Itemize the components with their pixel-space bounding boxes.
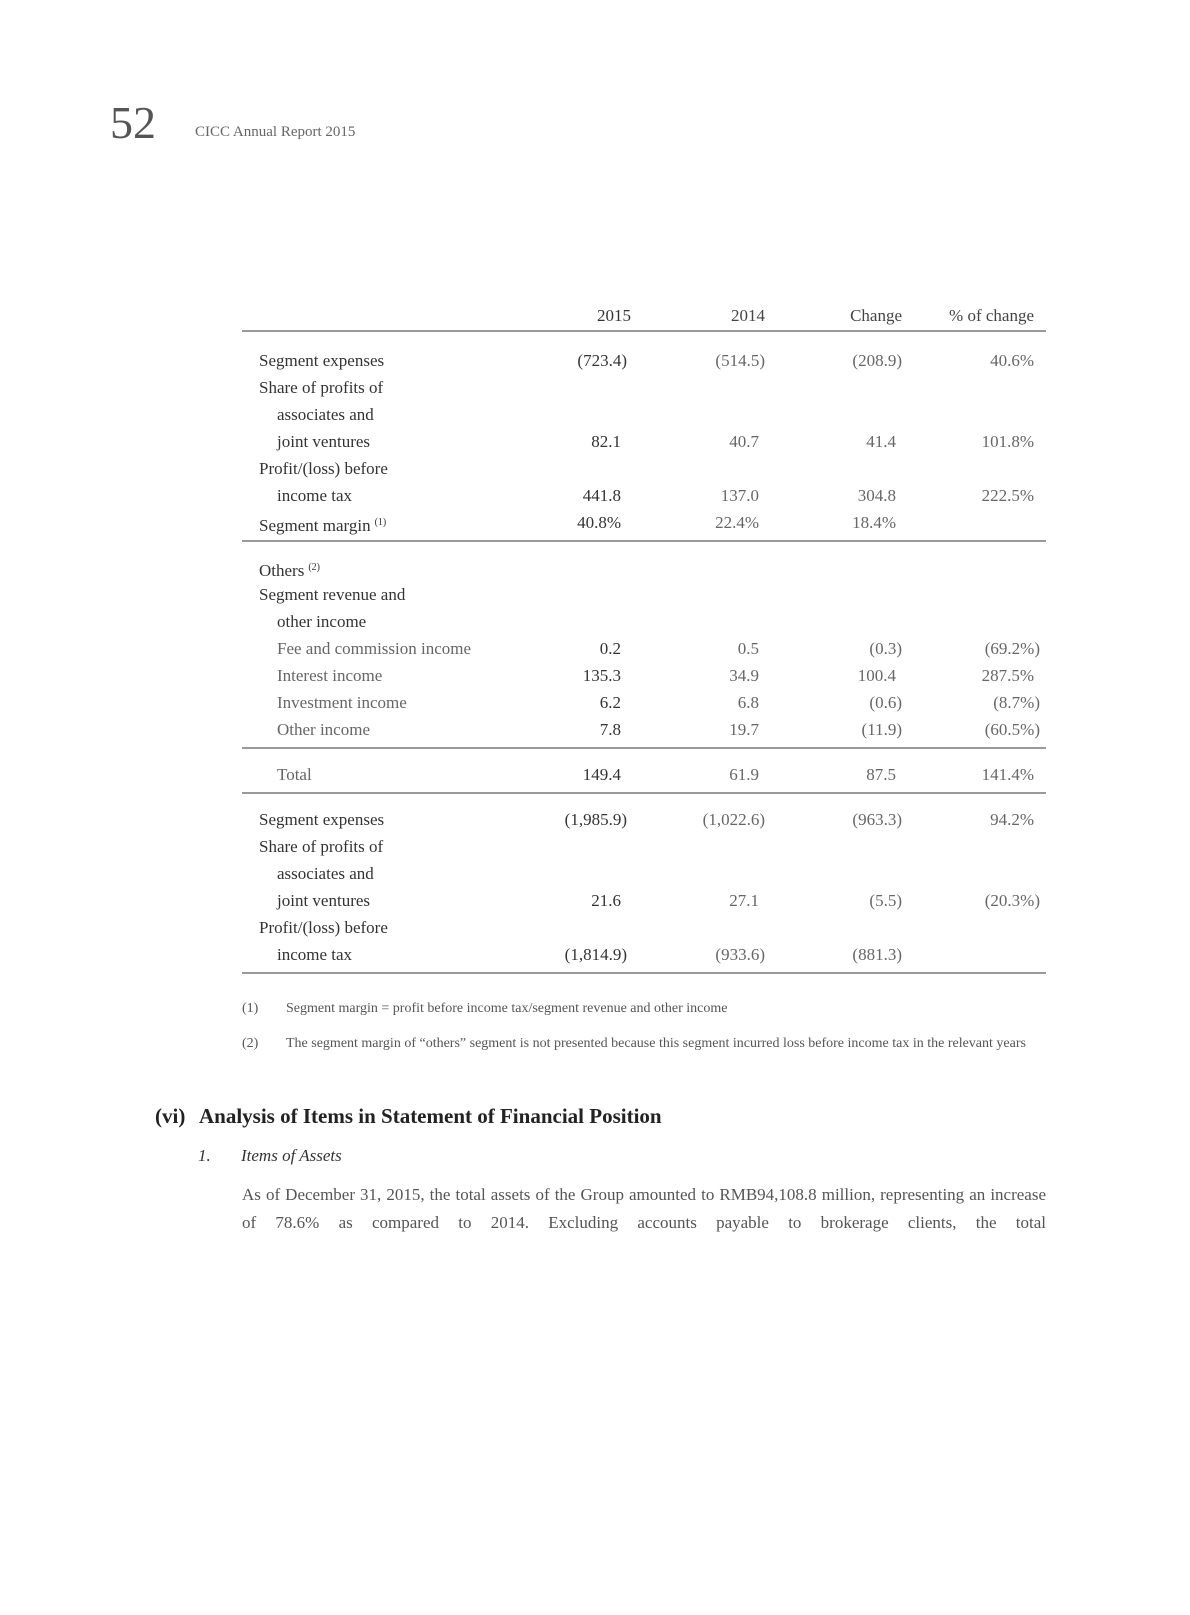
cell-value: (881.3) bbox=[852, 945, 902, 964]
table-row bbox=[242, 347, 1046, 374]
cell-value: 6.2 bbox=[599, 693, 621, 712]
row-label-text: associates and bbox=[277, 405, 374, 424]
column-header: % of change bbox=[949, 306, 1034, 325]
row-label-text: income tax bbox=[277, 486, 353, 505]
row-label-text: Fee and commission income bbox=[277, 639, 472, 658]
cell-value: (1,814.9) bbox=[564, 945, 627, 964]
row-label-text: other income bbox=[277, 612, 367, 631]
cell-value: 101.8% bbox=[981, 432, 1034, 451]
row-label bbox=[277, 401, 374, 428]
row-label bbox=[277, 608, 366, 635]
cell-value: (20.3%) bbox=[984, 891, 1040, 910]
section-heading bbox=[155, 1104, 662, 1129]
cell-value: (514.5) bbox=[715, 351, 765, 370]
table-row bbox=[242, 761, 1046, 788]
cell-value: (1,985.9) bbox=[564, 810, 627, 829]
footnote-1 bbox=[242, 998, 1046, 1019]
row-label-text: joint ventures bbox=[277, 432, 371, 451]
row-label-text: Share of profits of bbox=[259, 378, 384, 397]
row-label-text: Investment income bbox=[277, 693, 407, 712]
row-label-text: Segment margin bbox=[259, 516, 371, 535]
table-row bbox=[242, 455, 1046, 482]
cell-value: (933.6) bbox=[715, 945, 765, 964]
cell-value: 6.8 bbox=[737, 693, 759, 712]
cell-value: 94.2% bbox=[990, 810, 1034, 829]
footnote-number: (2) bbox=[242, 1036, 259, 1051]
row-label bbox=[277, 860, 374, 887]
table-rule bbox=[242, 540, 1046, 542]
cell-value: 34.9 bbox=[729, 666, 759, 685]
row-label bbox=[277, 482, 352, 509]
table-row bbox=[242, 860, 1046, 887]
row-label-text: Segment revenue and bbox=[259, 585, 406, 604]
cell-value: 135.3 bbox=[582, 666, 621, 685]
column-header: 2015 bbox=[597, 306, 631, 325]
cell-value: (69.2%) bbox=[984, 639, 1040, 658]
row-label-text: Segment expenses bbox=[259, 351, 385, 370]
cell-value: 222.5% bbox=[981, 486, 1034, 505]
table-row bbox=[242, 608, 1046, 635]
cell-value: 40.7 bbox=[729, 432, 759, 451]
row-label bbox=[277, 716, 370, 743]
cell-value: 82.1 bbox=[591, 432, 621, 451]
cell-value: 7.8 bbox=[599, 720, 621, 739]
row-label bbox=[259, 914, 388, 941]
table-row bbox=[242, 482, 1046, 509]
cell-value: 61.9 bbox=[729, 765, 759, 784]
row-label bbox=[277, 689, 407, 716]
cell-value: (11.9) bbox=[861, 720, 902, 739]
row-label-text: Segment expenses bbox=[259, 810, 385, 829]
table-row bbox=[242, 689, 1046, 716]
column-header: Change bbox=[850, 306, 902, 325]
row-label bbox=[277, 428, 370, 455]
body-paragraph: As of December 31, 2015, the total assets of the Group amounted to RMB94,108.8 million, representing an increase of 78.6% as compared to 2014. Excluding accounts payable to brokerage clients, the total bbox=[242, 1185, 1046, 1232]
table-row bbox=[242, 887, 1046, 914]
row-label-text: Others bbox=[259, 561, 305, 580]
cell-value: 18.4% bbox=[852, 513, 896, 532]
row-label-text: Profit/(loss) before bbox=[259, 918, 388, 937]
cell-value: (208.9) bbox=[852, 351, 902, 370]
table-row bbox=[242, 914, 1046, 941]
column-header: 2014 bbox=[731, 306, 765, 325]
table-row bbox=[242, 401, 1046, 428]
row-label-text: Share of profits of bbox=[259, 837, 384, 856]
table-row bbox=[242, 374, 1046, 401]
footnote-2 bbox=[242, 1033, 1046, 1054]
table-row bbox=[242, 581, 1046, 608]
cell-value: (963.3) bbox=[852, 810, 902, 829]
cell-value: 40.6% bbox=[990, 351, 1034, 370]
cell-value: 141.4% bbox=[981, 765, 1034, 784]
cell-value: (5.5) bbox=[869, 891, 902, 910]
page-number: 52 bbox=[110, 97, 156, 148]
cell-value: 21.6 bbox=[591, 891, 621, 910]
running-title: CICC Annual Report 2015 bbox=[195, 124, 356, 140]
row-label bbox=[277, 941, 352, 968]
note-reference: (2) bbox=[308, 562, 320, 573]
row-label bbox=[259, 347, 384, 374]
table-header bbox=[242, 302, 1046, 329]
table-row bbox=[242, 716, 1046, 743]
note-reference: (1) bbox=[374, 517, 387, 528]
row-label bbox=[277, 887, 370, 914]
cell-value: 149.4 bbox=[582, 765, 621, 784]
cell-value: 40.8% bbox=[577, 513, 621, 532]
cell-value: 0.5 bbox=[737, 639, 759, 658]
cell-value: 22.4% bbox=[715, 513, 759, 532]
table-row bbox=[242, 635, 1046, 662]
row-label bbox=[277, 635, 471, 662]
subsection-number: 1. bbox=[198, 1146, 211, 1165]
row-label bbox=[259, 554, 320, 584]
section-title: Analysis of Items in Statement of Financial Position bbox=[199, 1104, 662, 1128]
cell-value: 41.4 bbox=[866, 432, 896, 451]
cell-value: (0.3) bbox=[869, 639, 902, 658]
table-row bbox=[242, 662, 1046, 689]
table-rule bbox=[242, 972, 1046, 974]
row-label-text: Profit/(loss) before bbox=[259, 459, 388, 478]
footnote-text: The segment margin of “others” segment is not presented because this segment incurred loss before income tax in the relevant years bbox=[286, 1036, 1026, 1051]
footnote-text: Segment margin = profit before income tax/segment revenue and other income bbox=[286, 1001, 728, 1016]
cell-value: 0.2 bbox=[599, 639, 621, 658]
header-rule bbox=[242, 330, 1046, 332]
table-row bbox=[242, 941, 1046, 968]
row-label-text: income tax bbox=[277, 945, 353, 964]
table-rule bbox=[242, 747, 1046, 749]
row-label-text: Interest income bbox=[277, 666, 383, 685]
table-row bbox=[242, 428, 1046, 455]
cell-value: 27.1 bbox=[729, 891, 759, 910]
cell-value: 137.0 bbox=[720, 486, 759, 505]
row-label bbox=[259, 806, 384, 833]
cell-value: 87.5 bbox=[866, 765, 896, 784]
cell-value: (1,022.6) bbox=[702, 810, 765, 829]
row-label-text: Total bbox=[277, 765, 312, 784]
row-label-text: Other income bbox=[277, 720, 370, 739]
row-label-text: associates and bbox=[277, 864, 374, 883]
cell-value: (723.4) bbox=[577, 351, 627, 370]
cell-value: 304.8 bbox=[857, 486, 896, 505]
table-row bbox=[242, 833, 1046, 860]
row-label bbox=[259, 509, 386, 539]
table-row bbox=[242, 554, 1046, 581]
cell-value: (8.7%) bbox=[993, 693, 1040, 712]
table-row bbox=[242, 806, 1046, 833]
cell-value: 287.5% bbox=[981, 666, 1034, 685]
subsection-heading bbox=[198, 1146, 342, 1166]
subsection-title: Items of Assets bbox=[241, 1146, 342, 1165]
cell-value: 19.7 bbox=[729, 720, 759, 739]
table-rule bbox=[242, 792, 1046, 794]
row-label bbox=[259, 833, 383, 860]
row-label bbox=[277, 662, 382, 689]
cell-value: 100.4 bbox=[857, 666, 896, 685]
cell-value: (0.6) bbox=[869, 693, 902, 712]
row-label bbox=[277, 761, 312, 788]
row-label-text: joint ventures bbox=[277, 891, 371, 910]
cell-value: 441.8 bbox=[582, 486, 621, 505]
footnote-number: (1) bbox=[242, 1001, 259, 1016]
table-row bbox=[242, 509, 1046, 536]
section-number: (vi) bbox=[155, 1104, 186, 1128]
cell-value: (60.5%) bbox=[984, 720, 1040, 739]
row-label bbox=[259, 455, 388, 482]
row-label bbox=[259, 374, 383, 401]
row-label bbox=[259, 581, 405, 608]
